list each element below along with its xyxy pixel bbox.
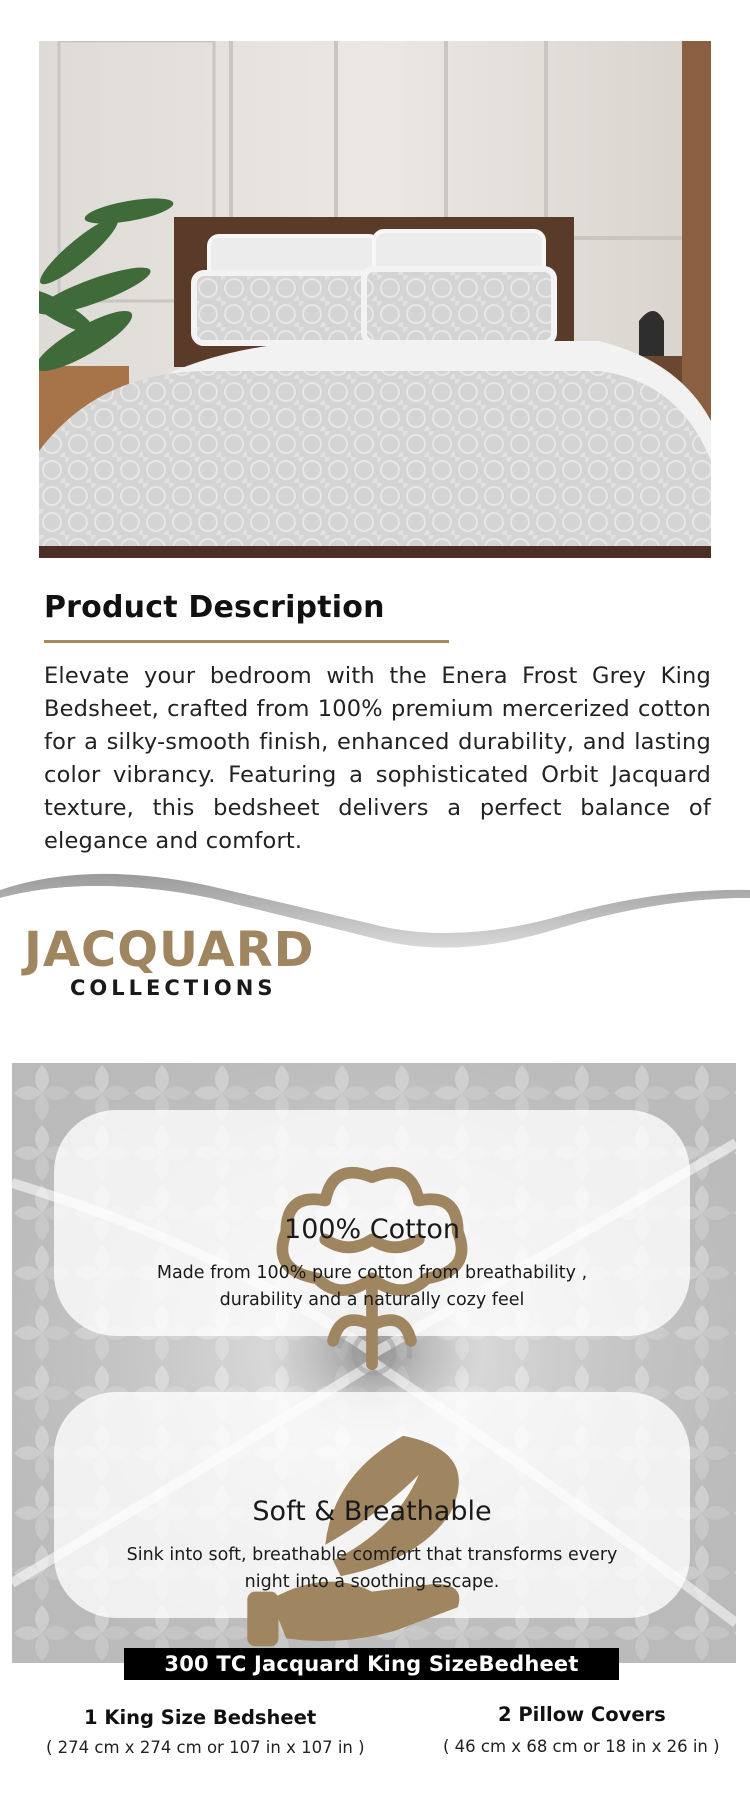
- feature-title: 100% Cotton: [284, 1214, 460, 1245]
- feature-card-soft: [54, 1392, 690, 1618]
- feature-description: Made from 100% pure cotton from breathability , durability and a naturally cozy feel: [156, 1263, 588, 1310]
- feature-title: Soft & Breathable: [252, 1496, 492, 1527]
- feather-hand-icon: [54, 1428, 690, 1654]
- fabric-feature-panel: [12, 1063, 736, 1663]
- product-description-heading: Product Description: [44, 590, 385, 625]
- thread-count-banner: 300 TC Jacquard King SizeBedheet: [124, 1648, 619, 1680]
- pillow-covers-item-size: ( 46 cm x 68 cm or 18 in x 26 in ): [443, 1737, 720, 1756]
- feature-description: Sink into soft, breathable comfort that transforms every night into a soothing escape.: [126, 1545, 618, 1592]
- feature-card-cotton: [54, 1110, 690, 1336]
- heading-underline: [44, 640, 449, 643]
- bedsheet-item-size: ( 274 cm x 274 cm or 107 in x 107 in ): [46, 1738, 365, 1757]
- hero-bedroom-image: [39, 41, 711, 558]
- product-description-text: Elevate your bedroom with the Enera Frost Grey King Bedsheet, crafted from 100% premium mercerized cotton for a silky-smooth finish, enhanced durability, and lasting color vibrancy. Featuring a sophisticated Orbit Jacquard texture, this bedsheet delivers a perfect balance of elegance and comfort.: [44, 663, 711, 854]
- jacquard-logo-title: JACQUARD: [24, 922, 315, 978]
- bedroom-illustration: [39, 41, 711, 558]
- jacquard-logo-subtitle: COLLECTIONS: [70, 976, 277, 1000]
- cotton-flower-icon: [54, 1146, 690, 1372]
- bedsheet-item-title: 1 King Size Bedsheet: [84, 1706, 317, 1729]
- pillow-covers-item-title: 2 Pillow Covers: [498, 1703, 666, 1726]
